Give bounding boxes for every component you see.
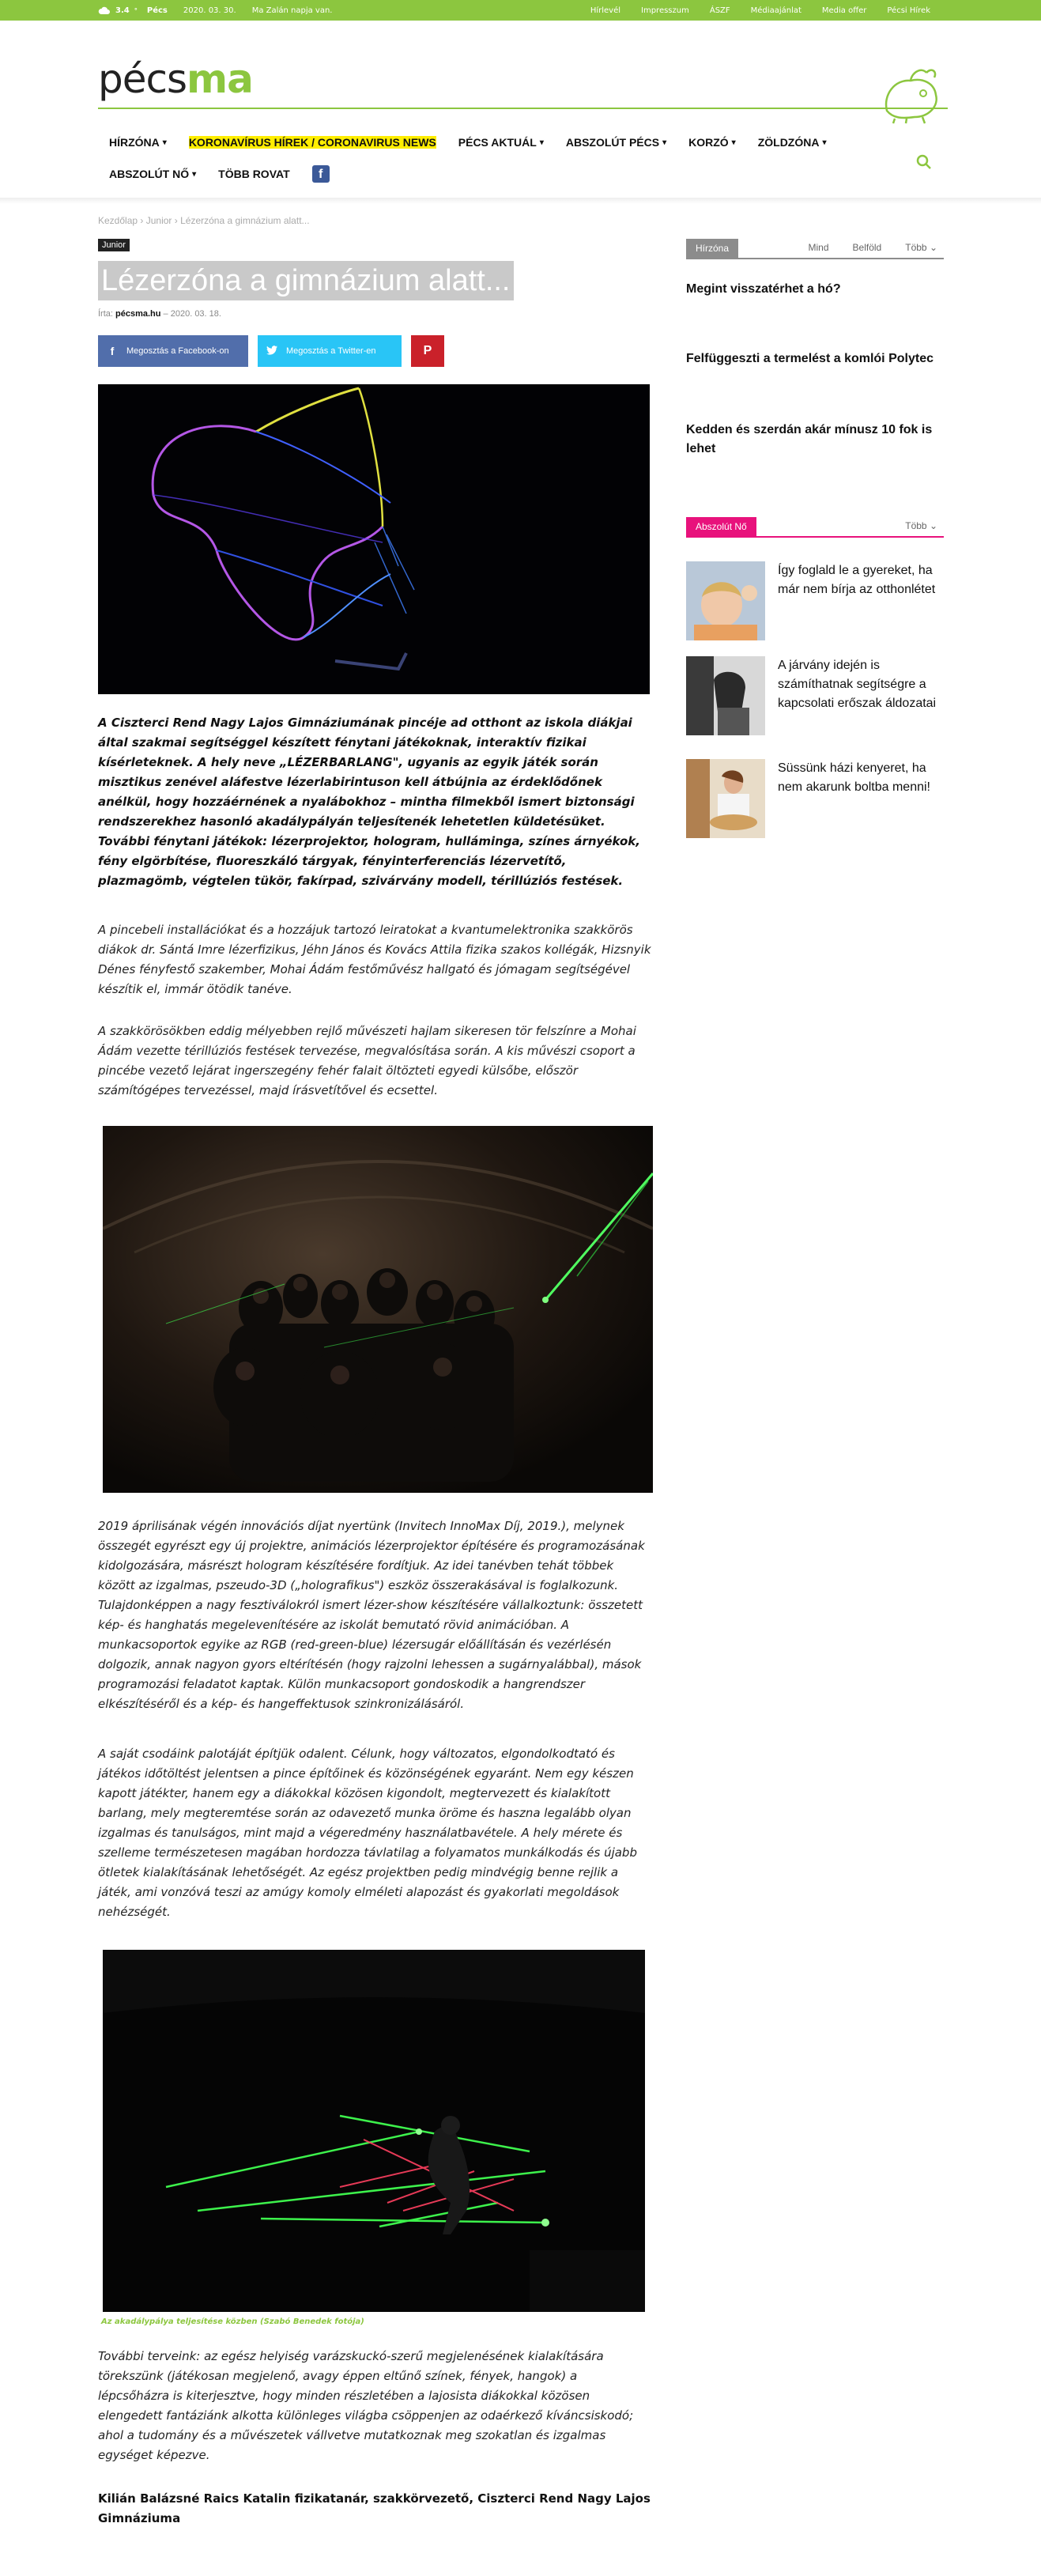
top-link-media-offer-en[interactable]: Media offer: [821, 6, 867, 15]
article-image-group-cellar: [103, 1126, 653, 1493]
chevron-down-icon: ▾: [731, 138, 736, 147]
tab-belfold[interactable]: Belföld: [852, 242, 882, 253]
author[interactable]: pécsma.hu: [115, 309, 161, 319]
sidebar-article-link[interactable]: A járvány idején is számíthatnak segítségre a kapcsolati erőszak áldozatai: [778, 659, 937, 710]
sidebar-thumb-woman[interactable]: [686, 656, 765, 735]
article-paragraph: A szakkörösökben eddig mélyebben rejlő művészeti hajlam sikeresen tör felszínre a Mohai Ádám vezette térillúziós festések tervezése, megvalósítása során. A kis művészi csoport a pincébe vezető lejárat ingerszegény fehér falait öltözteti egyedi külsőbe, először számítógépes tervezéssel, majd írásvetítővel és ecsettel.: [98, 1024, 636, 1097]
chevron-down-icon: ▾: [822, 138, 827, 147]
nav-zoldzona-label: ZÖLDZÓNA: [757, 136, 820, 149]
nav-korzo[interactable]: [677, 136, 747, 149]
breadcrumb-current: Lézerzóna a gimnázium alatt...: [180, 215, 310, 226]
nav-koronavirus[interactable]: [178, 136, 447, 149]
nav-hirzona[interactable]: [98, 136, 178, 149]
top-bar: [0, 0, 1041, 21]
sidebar-block-label[interactable]: Abszolút Nő: [686, 517, 756, 536]
article-paragraph: További terveink: az egész helyiség varázskuckó-szerű megjelenésének kialakítására törekszünk (játékosan megjelenő, avagy éppen eltűnő színek, fények, hangok) a lépcsőházra is kiterjesztve, hogy minden részletében a lajosista diákokkal közösen elengedett fantáziánk alkotta különleges világba csöppenjen az odaérkező kíváncsiskodó; ahol a tudomány és a művészetek vállvetve mutatkoznak meg szokatlan és izgalmas egységet képezve.: [98, 2349, 634, 2462]
facebook-icon: f: [312, 165, 330, 183]
tab-tobb-label: Több: [905, 242, 927, 253]
sidebar-block-abszolut-no-header: [686, 517, 944, 538]
nav-tobb-rovat-label: TÖBB ROVAT: [218, 168, 290, 180]
twitter-icon: [258, 345, 286, 357]
mascot-icon: [879, 63, 942, 125]
temperature-unit: °: [134, 6, 138, 14]
sidebar-thumb-bread[interactable]: [686, 759, 765, 838]
article-title: Lézerzóna a gimnázium alatt...: [98, 261, 514, 300]
share-facebook-label: Megosztás a Facebook-on: [126, 346, 229, 356]
sidebar-article-link[interactable]: Megint visszatérhet a hó?: [686, 282, 841, 296]
share-pinterest-button[interactable]: [411, 335, 444, 367]
search-icon[interactable]: [915, 153, 933, 171]
top-link-pecsi-hirek[interactable]: Pécsi Hírek: [887, 6, 930, 15]
logo-part-1: pécs: [98, 56, 187, 102]
facebook-icon: f: [110, 345, 115, 357]
nav-zoldzona[interactable]: [747, 136, 838, 149]
nav-abszolut-no-label: ABSZOLÚT NŐ: [109, 168, 190, 180]
chevron-down-icon: ▾: [192, 169, 197, 179]
sidebar-article-link[interactable]: Süssünk házi kenyeret, ha nem akarunk boltba menni!: [778, 761, 930, 794]
breadcrumb-home[interactable]: Kezdőlap: [98, 215, 138, 226]
article-image-laser-maze: [103, 1950, 645, 2312]
main-nav: [98, 127, 944, 190]
category-tag[interactable]: Junior: [98, 239, 130, 251]
share-twitter-button[interactable]: [258, 335, 402, 367]
sidebar-article-link[interactable]: Felfüggeszti a termelést a komlói Polytec: [686, 352, 934, 365]
sidebar-block-label[interactable]: Hírzóna: [686, 239, 738, 258]
article-paragraph: 2019 áprilisának végén innovációs díjat nyertünk (Invitech InnoMax Díj, 2019.), melynek összegét egyrészt egy új projektre, animációs lézerprojektor építésére és programozásának kidolgozására, másrészt hologram készítésére fordítjuk. Az idei tanévben tehát többek között az izgalmas, pszeudo-3D („holografikus") eszköz összerakásával is foglalkozunk. Tulajdonképpen a nagy fesztiválokról ismert lézer-show készítésére vállalkoztunk: összetett kép- és hanghatás megelevenítésére az iskolát bemutató rövid animációban. A munkacsoportok egyike az RGB (red-green-blue) lézersugár előállításán és vezérlésén dolgozik, annak nagyon gyors eltérítésén (hogy rajzolni lehessen a sugárnyalábbal), mások programozási feladatot kaptak. Külön munkacsoport gondoskodik a hangrendszer elkészítéséről és a kép- és hangeffektusok szinkronizálásáról.: [98, 1519, 645, 1711]
author-prefix: Írta:: [98, 309, 113, 319]
nameday: Ma Zalán napja van.: [251, 6, 333, 15]
top-link-newsletter[interactable]: Hírlevél: [590, 6, 621, 15]
tab-tobb[interactable]: [905, 520, 937, 531]
nav-tobb-rovat[interactable]: [207, 168, 300, 180]
breadcrumb-separator: ›: [174, 215, 181, 226]
article-meta: [98, 309, 221, 319]
temperature: 3.4: [115, 6, 130, 15]
article-date: 2020. 03. 18.: [170, 309, 221, 319]
nav-abszolut-pecs-label: ABSZOLÚT PÉCS: [565, 136, 660, 149]
article-signature: Kilián Balázsné Raics Katalin fizikatanár, szakkörvezető, Ciszterci Rend Nagy Lajos Gimnáziuma: [98, 2491, 651, 2525]
top-link-terms[interactable]: ÁSZF: [709, 6, 730, 15]
sidebar-block-hirzona-header: [686, 239, 944, 259]
sidebar-thumb-child[interactable]: [686, 561, 765, 640]
image-caption: Az akadálypálya teljesítése közben (Szabó Benedek fotója): [101, 2317, 364, 2326]
cloud-icon: [98, 6, 111, 15]
breadcrumb: [98, 215, 310, 226]
chevron-down-icon: ▾: [539, 138, 544, 147]
nav-pecs-aktual[interactable]: [447, 136, 555, 149]
nav-pecs-aktual-label: PÉCS AKTUÁL: [458, 136, 537, 149]
nav-hirzona-label: HÍRZÓNA: [109, 136, 160, 149]
top-date: 2020. 03. 30.: [183, 6, 236, 15]
breadcrumb-separator: ›: [140, 215, 146, 226]
tab-tobb[interactable]: [905, 242, 937, 253]
nav-abszolut-no[interactable]: [98, 168, 207, 180]
article-lead: A Ciszterci Rend Nagy Lajos Gimnáziumának pincéje ad otthont az iskola diákjai által szakmai segítséggel készített fénytani játékoknak, interaktív fizikai kísérleteknek. A hely neve „LÉZERBARLANG", ugyanis az egyik játék során misztikus zenével aláfestve lézerlabirintuson kell átbújnia az érdeklődőnek anélkül, hogy hozzáérnének a nyalábokhoz – mintha filmekből ismert biztonsági rendszerekhez hasonló akadálypályán teljesítenék lehetetlen küldetésüket. További fénytani játékok: lézerprojektor, hologram, hulláminga, színes árnyékok, fény elgörbítése, fluoreszkáló tárgyak, fényinterferenciás lézervetítő, plazmagömb, végtelen tükör, fakírpad, szivárvány modell, térillúziós festések.: [98, 716, 640, 888]
top-link-media-offer-hu[interactable]: Médiaajánlat: [750, 6, 801, 15]
top-link-impressum[interactable]: Impresszum: [641, 6, 689, 15]
chevron-down-icon: ▾: [662, 138, 667, 147]
sidebar-article-link[interactable]: Így foglald le a gyereket, ha már nem bírja az otthonlétet: [778, 564, 936, 596]
share-twitter-label: Megosztás a Twitter-en: [286, 346, 376, 356]
weather-widget: [98, 6, 168, 15]
share-facebook-button[interactable]: [98, 335, 248, 367]
chevron-down-icon: ⌄: [929, 242, 937, 253]
chevron-down-icon: ⌄: [929, 520, 937, 531]
article-paragraph: A saját csodáink palotáját építjük odalent. Célunk, hogy változatos, elgondolkodtató és játékos időtöltést jelentsen a pince építőinek és közönségének egyaránt. Nem egy készen kapott játékter, hanem egy a diákokkal közösen kigondolt, megtervezett és kialakított barlang, mely megteremtése során az odavezető munka öröme és haszna legalább olyan izgalmas és tanulságos, mint majd a végeredmény használatbavétele. A hely mérete és szelleme természetesen magában hordozza távlatilag a folyamatos munkálkodás és újabb ötletek kialakításának lehetőségét. Az egész projektben pedig mindvégig benne rejlik a játék, ami vonzóvá teszi az amúgy komoly elméleti alapozást és gyakorlati megoldások nehézségét.: [98, 1747, 637, 1919]
city: Pécs: [146, 6, 168, 15]
site-logo[interactable]: [98, 55, 253, 103]
tab-tobb-label: Több: [905, 520, 927, 531]
logo-part-2: ma: [187, 56, 253, 102]
nav-abszolut-pecs[interactable]: [555, 136, 677, 149]
nav-koronavirus-label: KORONAVÍRUS HÍREK / CORONAVIRUS NEWS: [188, 136, 436, 149]
nav-korzo-label: KORZÓ: [688, 136, 729, 149]
nav-facebook[interactable]: [301, 165, 341, 183]
meta-separator: –: [163, 309, 171, 319]
breadcrumb-section[interactable]: Junior: [145, 215, 172, 226]
chevron-down-icon: ▾: [162, 138, 167, 147]
article-paragraph: A pincebeli installációkat és a hozzájuk tartozó leiratokat a kvantumelektronika szakkörös diákok dr. Sántá Imre lézerfizikus, Jéhn János és Kovács Attila fizika szakos kollégák, Hizsnyik Dénes fényfestő szakember, Mohai Ádám festőművész hallgató és jómagam segítségével készítik el, immár ötödik tanéve.: [98, 923, 651, 996]
nav-divider: [0, 198, 1041, 204]
pinterest-icon: P: [423, 344, 432, 357]
sidebar-article-link[interactable]: Kedden és szerdán akár mínusz 10 fok is lehet: [686, 423, 933, 455]
tab-mind[interactable]: Mind: [808, 242, 829, 253]
logo-underline: [98, 108, 948, 109]
article-image-laser-projection: [98, 384, 650, 694]
